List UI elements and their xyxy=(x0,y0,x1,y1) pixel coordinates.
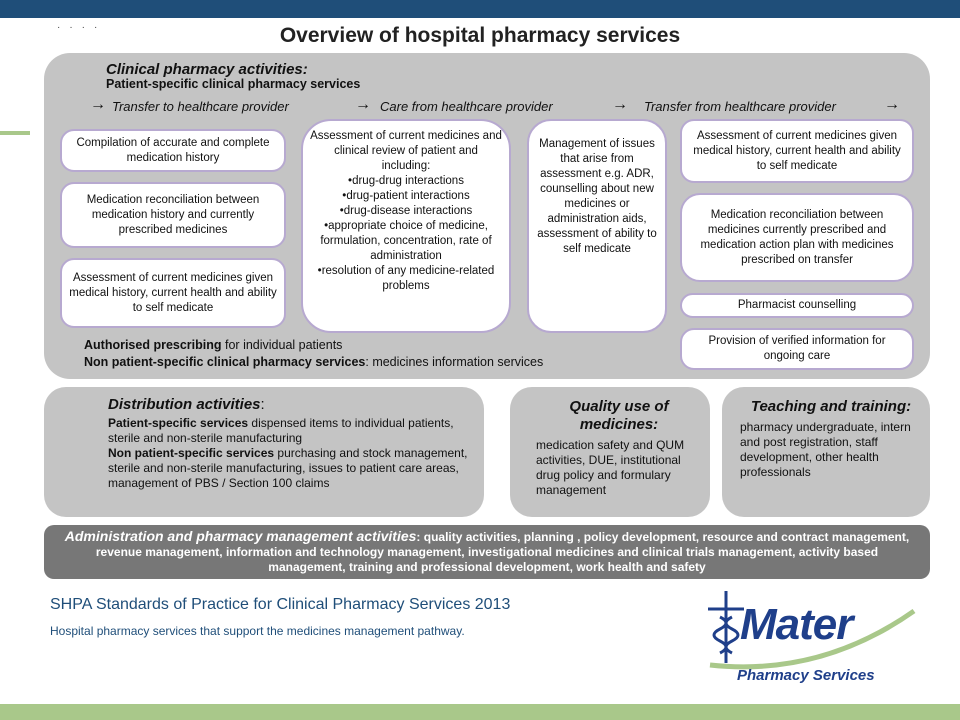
service-box xyxy=(680,193,914,282)
non-patient-label: Non patient-specific clinical pharmacy services xyxy=(84,355,366,369)
caption-title: SHPA Standards of Practice for Clinical Pharmacy Services 2013 xyxy=(50,596,511,613)
service-box xyxy=(60,258,286,328)
teaching-title: Teaching and training: xyxy=(750,398,912,415)
caption-subtitle: Hospital pharmacy services that support the medicines management pathway. xyxy=(50,624,465,638)
nps-text: purchasing and stock management, sterile and non-sterile manufacturing, issues to patient care areas, management of PBS / Section 100 claims xyxy=(108,446,468,490)
service-box xyxy=(60,182,286,248)
caduceus-cross-icon xyxy=(708,591,744,663)
distribution-title: Distribution activities xyxy=(108,396,261,413)
pathway-step: Care from healthcare provider xyxy=(380,99,553,114)
distribution-content xyxy=(108,396,474,491)
service-text: Pharmacist counselling xyxy=(737,299,857,311)
accent-tick xyxy=(0,131,30,135)
list-item: • appropriate choice of medicine, formulation, concentration, rate of administration xyxy=(309,219,503,264)
service-text: Medication reconciliation between medication history and currently prescribed medicines xyxy=(86,193,260,236)
service-box xyxy=(680,293,914,318)
authorised-text: for individual patients xyxy=(221,338,343,352)
assessment-intro: Assessment of current medicines and clinical review of patient and including: xyxy=(310,130,502,172)
quality-content xyxy=(536,398,702,498)
service-text: Compilation of accurate and complete medication history xyxy=(76,136,270,164)
ps-text: dispensed items to individual patients, sterile and non-sterile manufacturing xyxy=(108,416,454,445)
clinical-subheading: Patient-specific clinical pharmacy services xyxy=(106,77,361,91)
service-text: Assessment of current medicines given medical history, current health and ability to self medicate xyxy=(69,271,277,314)
page-title: Overview of hospital pharmacy services xyxy=(279,24,681,47)
bottom-bar xyxy=(0,704,960,720)
teaching-text: pharmacy undergraduate, intern and post registration, staff development, other health professionals xyxy=(740,420,911,479)
management-text: Management of issues that arise from assessment e.g. ADR, counselling about new medicines or administration aids, assessment of ability to self medicate xyxy=(537,138,657,255)
admin-content xyxy=(56,529,918,575)
service-text: Assessment of current medicines given medical history, current health and ability to self medicate xyxy=(693,129,901,172)
non-patient-line xyxy=(84,355,543,369)
pathway-step: Transfer from healthcare provider xyxy=(644,99,836,114)
assessment-list xyxy=(309,174,503,294)
clinical-heading: Clinical pharmacy activities: xyxy=(106,61,308,78)
service-box xyxy=(60,129,286,172)
service-box xyxy=(680,119,914,183)
service-text: Provision of verified information for ongoing care xyxy=(708,335,886,362)
arrow-icon: → xyxy=(612,96,628,113)
nps-label: Non patient-specific services xyxy=(108,446,275,460)
ps-label: Patient-specific services xyxy=(108,416,249,430)
logo-name: Mater xyxy=(740,600,853,649)
pathway-step: Transfer to healthcare provider xyxy=(112,99,289,114)
teaching-content xyxy=(740,398,922,480)
list-item: • drug-patient interactions xyxy=(309,189,503,204)
logo-subtitle: Pharmacy Services xyxy=(737,667,875,684)
arrow-icon: → xyxy=(355,96,371,113)
decor-dots: ···· xyxy=(57,22,107,33)
list-item: • resolution of any medicine-related problems xyxy=(309,264,503,294)
authorised-line xyxy=(84,338,342,352)
top-bar xyxy=(0,0,960,18)
admin-text: : quality activities, planning , policy development, resource and contract management, revenue management, information and technology management, investigational medicines and clinical trials management, activity based management, training and professional development, work health and safety xyxy=(95,530,910,574)
arrow-icon: → xyxy=(90,96,106,113)
list-item: • drug-disease interactions xyxy=(309,204,503,219)
quality-text: medication safety and QUM activities, DUE, institutional drug policy and formulary management xyxy=(536,438,685,497)
quality-title: Quality use of medicines: xyxy=(569,398,669,433)
list-item: • drug-drug interactions xyxy=(309,174,503,189)
management-box xyxy=(527,119,667,333)
service-box xyxy=(680,328,914,370)
admin-title: Administration and pharmacy management activities xyxy=(64,528,417,544)
distribution-colon: : xyxy=(260,396,265,413)
assessment-box xyxy=(301,119,511,333)
authorised-label: Authorised prescribing xyxy=(84,338,222,352)
service-text: Medication reconciliation between medicines currently prescribed and medication action plan with medicines prescribed on transfer xyxy=(700,208,894,266)
non-patient-text: : medicines information services xyxy=(365,355,544,369)
arrow-icon: → xyxy=(884,96,900,113)
